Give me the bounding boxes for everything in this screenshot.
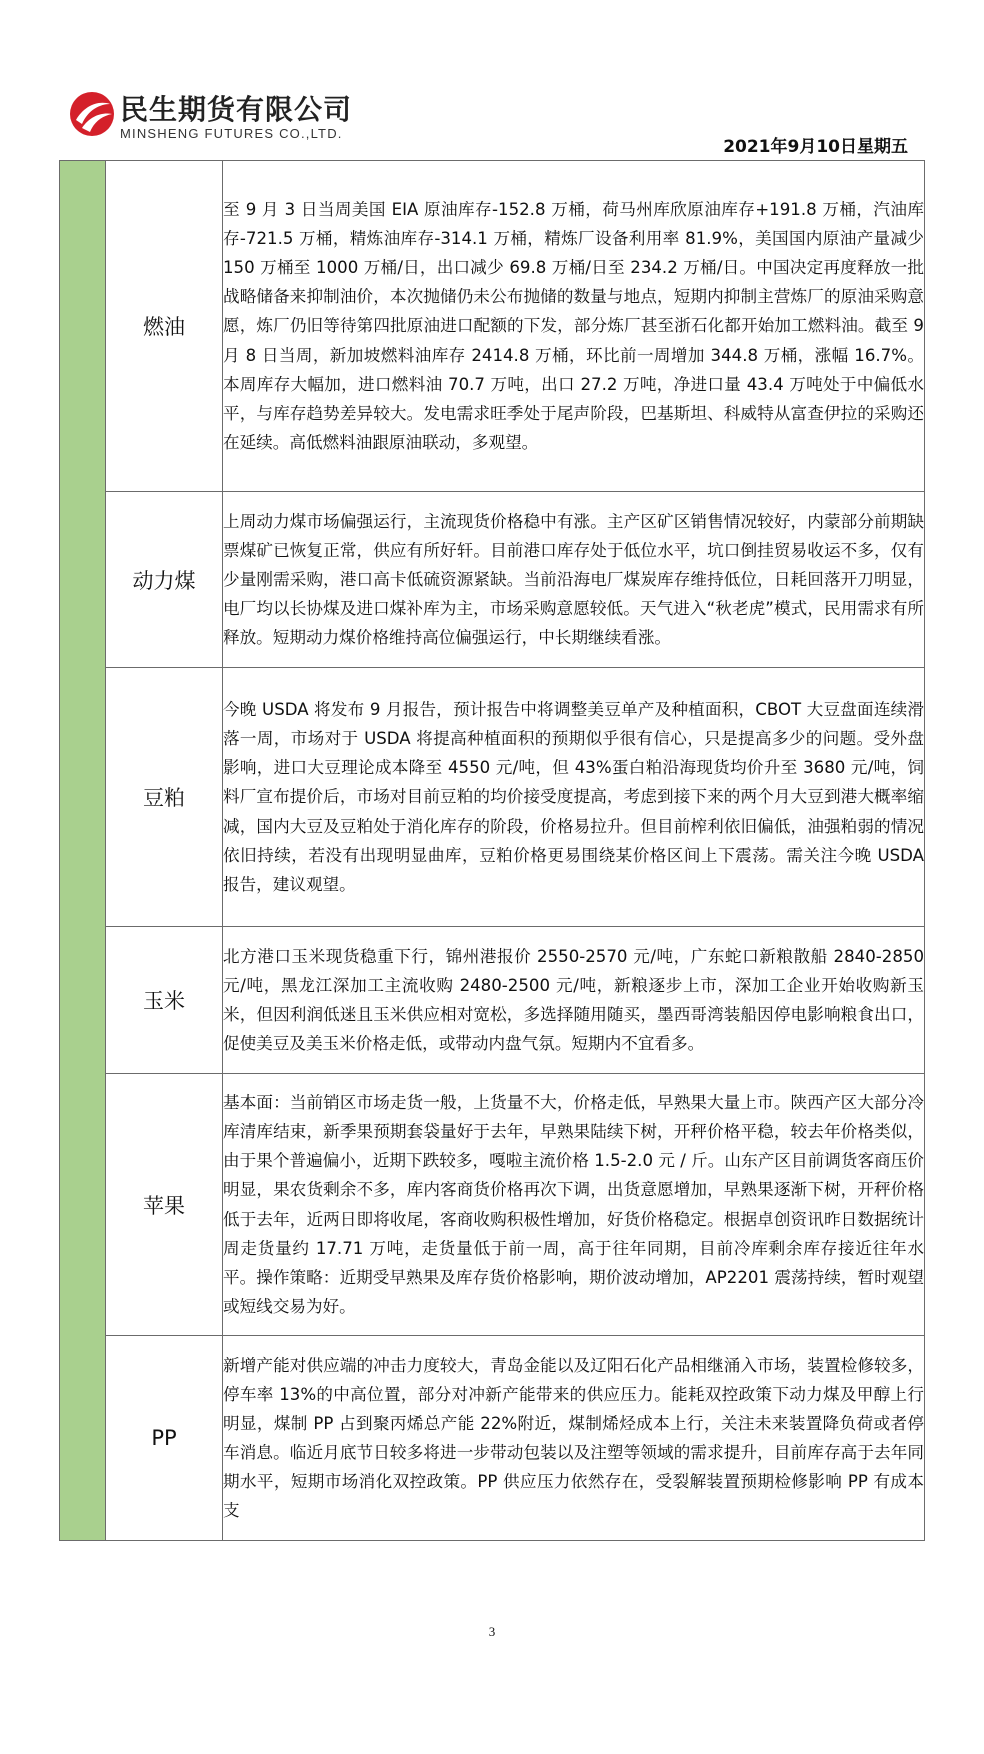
analysis-text: 新增产能对供应端的冲击力度较大，青岛金能以及辽阳石化产品相继涌入市场，装置检修较多，停车率 13%的中高位置，部分对冲新产能带来的供应压力。能耗双控政策下动力煤及甲醇上行明显，煤制 PP 占到聚丙烯总产能 22%附近，煤制烯烃成本上行，关注未来装置降负荷或者停车消息。临近月底节日较多将进一步带动包装以及注塑等领域的需求提升，目前库存高于去年同期水平，短期市场消化双控政策。PP 供应压力依然存在，受裂解装置预期检修影响 PP 有成本支	[223, 1336, 925, 1541]
commodity-table	[59, 160, 925, 1541]
analysis-text: 至 9 月 3 日当周美国 EIA 原油库存-152.8 万桶，荷马州库欣原油库存+191.8 万桶，汽油库存-721.5 万桶，精炼油库存-314.1 万桶，精炼厂设备利用率 81.9%，美国国内原油产量减少 150 万桶至 1000 万桶/日，出口减少 69.8 万桶/日至 234.2 万桶/日。中国决定再度释放一批战略储备来抑制油价，本次抛储仍未公布抛储的数量与地点，短期内抑制主营炼厂的原油采购意愿，炼厂仍旧等待第四批原油进口配额的下发，部分炼厂甚至浙石化都开始加工燃料油。截至 9 月 8 日当周，新加坡燃料油库存 2414.8 万桶，环比前一周增加 344.8 万桶，涨幅 16.7%。本周库存大幅加，进口燃料油 70.7 万吨，出口 27.2 万吨，净进口量 43.4 万吨处于中偏低水平，与库存趋势差异较大。发电需求旺季处于尾声阶段，巴基斯坦、科威特从富查伊拉的采购还在延续。高低燃料油跟原油联动，多观望。	[223, 161, 925, 492]
category-cell: 豆粕	[106, 668, 223, 927]
company-logo	[68, 88, 358, 150]
category-cell: 燃油	[106, 161, 223, 492]
sidebar-green-column	[60, 161, 106, 1541]
table-row	[60, 1336, 925, 1541]
analysis-text: 北方港口玉米现货稳重下行，锦州港报价 2550-2570 元/吨，广东蛇口新粮散船 2840-2850 元/吨，黑龙江深加工主流收购 2480-2500 元/吨，新粮逐步上市，深加工企业开始收购新玉米，但因利润低迷且玉米供应相对宽松，多选择随用随买，墨西哥湾装船因停电影响粮食出口，促使美豆及美玉米价格走低，或带动内盘气氛。短期内不宜看多。	[223, 927, 925, 1074]
company-name-en: MINSHENG FUTURES CO.,LTD.	[120, 126, 343, 141]
category-cell: 动力煤	[106, 492, 223, 668]
company-name-cn: 民生期货有限公司	[120, 93, 353, 126]
report-date: 2021年9月10日星期五	[723, 137, 908, 157]
table-row	[60, 927, 925, 1074]
category-cell: 苹果	[106, 1074, 223, 1336]
category-cell: PP	[106, 1336, 223, 1541]
table-row	[60, 161, 925, 492]
page-number: 3	[488, 1624, 496, 1639]
page-header	[0, 0, 984, 160]
category-cell: 玉米	[106, 927, 223, 1074]
analysis-text: 基本面：当前销区市场走货一般，上货量不大，价格走低，早熟果大量上市。陕西产区大部分冷库清库结束，新季果预期套袋量好于去年，早熟果陆续下树，开秤价格平稳，较去年价格类似，由于果个普遍偏小，近期下跌较多，嘎啦主流价格 1.5-2.0 元 / 斤。山东产区目前调货客商压价明显，果农货剩余不多，库内客商货价格再次下调，出货意愿增加，早熟果逐渐下树，开秤价格低于去年，近两日即将收尾，客商收购积极性增加，好货价格稳定。根据卓创资讯昨日数据统计周走货量约 17.71 万吨，走货量低于前一周，高于往年同期，目前冷库剩余库存接近往年水平。操作策略：近期受早熟果及库存货价格影响，期价波动增加，AP2201 震荡持续，暂时观望或短线交易为好。	[223, 1074, 925, 1336]
minsheng-logo-icon	[68, 90, 116, 138]
analysis-text: 上周动力煤市场偏强运行，主流现货价格稳中有涨。主产区矿区销售情况较好，内蒙部分前期缺票煤矿已恢复正常，供应有所好轩。目前港口库存处于低位水平，坑口倒挂贸易收运不多，仅有少量刚需采购，港口高卡低硫资源紧缺。当前沿海电厂煤炭库存维持低位，日耗回落开刀明显，电厂均以长协煤及进口煤补库为主，市场采购意愿较低。天气进入“秋老虎”模式，民用需求有所释放。短期动力煤价格维持高位偏强运行，中长期继续看涨。	[223, 492, 925, 668]
table-row	[60, 668, 925, 927]
analysis-text: 今晚 USDA 将发布 9 月报告，预计报告中将调整美豆单产及种植面积，CBOT 大豆盘面连续滑落一周，市场对于 USDA 将提高种植面积的预期似乎很有信心，只是提高多少的问题。受外盘影响，进口大豆理论成本降至 4550 元/吨，但 43%蛋白粕沿海现货均价升至 3680 元/吨，饲料厂宣布提价后，市场对目前豆粕的均价接受度提高，考虑到接下来的两个月大豆到港大概率缩减，国内大豆及豆粕处于消化库存的阶段，价格易拉升。但目前榨利依旧偏低，油强粕弱的情况依旧持续，若没有出现明显曲库，豆粕价格更易围绕某价格区间上下震荡。需关注今晚 USDA 报告，建议观望。	[223, 668, 925, 927]
table-row	[60, 1074, 925, 1336]
table-row	[60, 492, 925, 668]
